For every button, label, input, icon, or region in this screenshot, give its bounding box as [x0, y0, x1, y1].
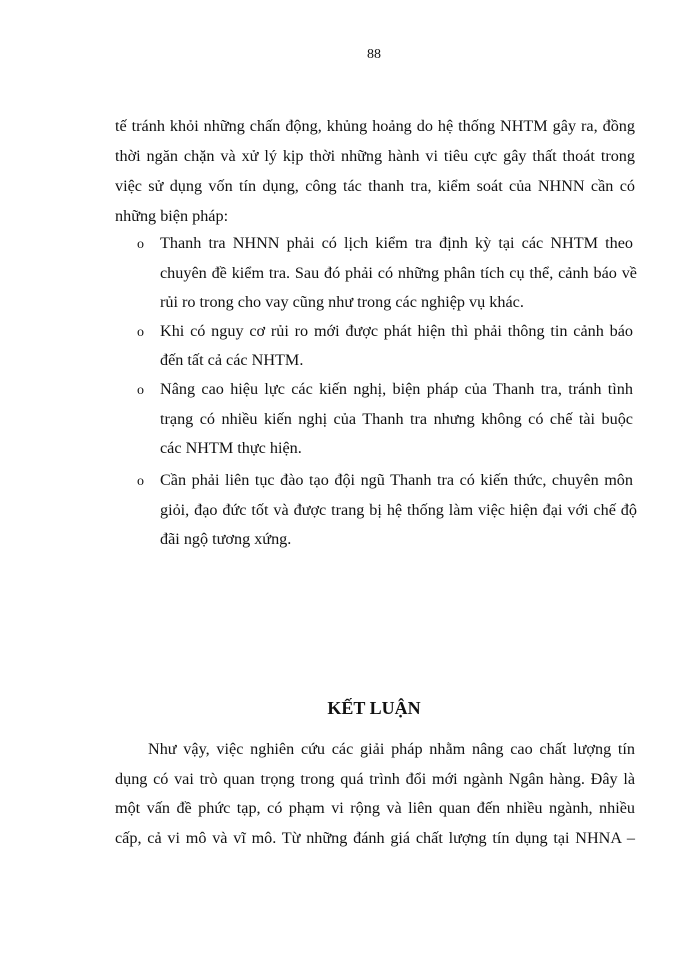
section-heading: KẾT LUẬN: [327, 698, 421, 718]
bullet-marker: o: [137, 474, 144, 489]
bullet-line: đến tất cả các NHTM.: [160, 351, 304, 369]
intro-line: thời ngăn chặn và xử lý kịp thời những hành vi tiêu cực gây thất thoát trong: [115, 147, 635, 165]
intro-line: tế tránh khỏi những chấn động, khủng hoảng do hệ thống NHTM gây ra, đồng: [115, 117, 635, 135]
bullet-line: Nâng cao hiệu lực các kiến nghị, biện pháp của Thanh tra, tránh tình: [160, 380, 633, 398]
bullet-marker: o: [137, 383, 144, 398]
bullet-line: đãi ngộ tương xứng.: [160, 530, 292, 548]
bullet-line: Thanh tra NHNN phải có lịch kiểm tra định kỳ tại các NHTM theo: [160, 234, 633, 252]
bullet-line: giỏi, đạo đức tốt và được trang bị hệ thống làm việc hiện đại với chế độ: [160, 501, 637, 519]
intro-line: những biện pháp:: [115, 207, 229, 225]
bullet-line: các NHTM thực hiện.: [160, 439, 302, 457]
page-number: 88: [367, 47, 381, 62]
conclusion-line: Như vậy, việc nghiên cứu các giải pháp nhằm nâng cao chất lượng tín: [148, 740, 635, 758]
bullet-line: trạng có nhiều kiến nghị của Thanh tra nhưng không có chế tài buộc: [160, 410, 633, 428]
conclusion-line: một vấn đề phức tạp, có phạm vi rộng và liên quan đến nhiều ngành, nhiều: [115, 799, 635, 817]
bullet-line: Cần phải liên tục đào tạo đội ngũ Thanh tra có kiến thức, chuyên môn: [160, 471, 633, 489]
bullet-line: Khi có nguy cơ rủi ro mới được phát hiện thì phải thông tin cảnh báo: [160, 322, 633, 340]
intro-line: việc sử dụng vốn tín dụng, công tác thanh tra, kiểm soát của NHNN cần có: [115, 177, 635, 195]
bullet-line: rủi ro trong cho vay cũng như trong các nghiệp vụ khác.: [160, 293, 524, 311]
conclusion-line: cấp, cả vi mô và vĩ mô. Từ những đánh giá chất lượng tín dụng tại NHNA –: [115, 829, 635, 847]
bullet-line: chuyên đề kiểm tra. Sau đó phải có những phân tích cụ thể, cảnh báo về: [160, 264, 637, 282]
bullet-marker: o: [137, 325, 144, 340]
bullet-marker: o: [137, 237, 144, 252]
conclusion-line: dụng có vai trò quan trọng trong quá trình đổi mới ngành Ngân hàng. Đây là: [115, 770, 635, 788]
